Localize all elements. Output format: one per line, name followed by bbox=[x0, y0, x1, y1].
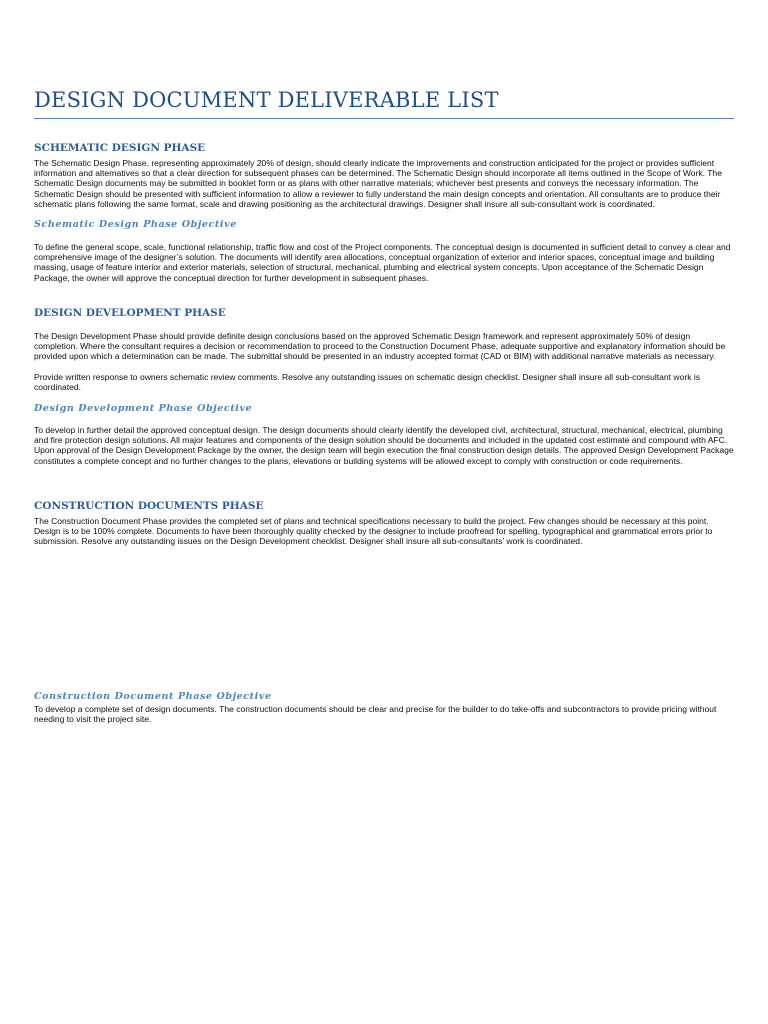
schematic-design-text: The Schematic Design Phase, representing approximately 20% of design, should clearly indicate the improvements and construction anticipated for the project or provides sufficient information and alternatives so that a clear direction for subsequent phases can be determined. The Schematic Design should incorporate all items outlined in the Scope of Work. The Schematic Design documents may be submitted in booklet form or as plans with other narrative materials; whichever best presents and conveys the necessary information. The Schematic Design should be presented with sufficient information to allow a reviewer to fully understand the main design concepts and orientation. All consultants are to produce their schematic plans following the same format, scale and drawing positioning as the architectural drawings. Designer shall insure all sub-consultant work is coordinated. bbox=[34, 158, 722, 209]
construction-documents-text: The Construction Document Phase provides the completed set of plans and technical specifications necessary to build the project. Few changes should be necessary at this point. Design is to be 100% complete. Documents to have been thoroughly quality checked by the designer to include proofread for spelling, typographical and grammatical errors prior to submission. Resolve any outstanding issues on the Design Development checklist. Designer shall insure all sub-consultants’ work is coordinated. bbox=[34, 516, 713, 547]
design-development-objective-text: To develop in further detail the approved conceptual design. The design documents should clearly identify the developed civil, architectural, structural, mechanical, electrical, plumbing and fire protection design solutions. All major features and components of the design solution should be documents and included in the updated cost estimate and compound with AFC. Upon approval of the Design Development Package by the owner, the design team will begin execution the final construction design details. The approved Design Development Package constitutes a complete concept and no further changes to the plans, elevations or building systems will be allowed except to comply with construction or code requirements. bbox=[34, 425, 734, 466]
design-development-objective-heading: Design Development Phase Objective bbox=[34, 403, 253, 414]
document-title: DESIGN DOCUMENT DELIVERABLE LIST bbox=[34, 88, 499, 112]
design-development-heading: DESIGN DEVELOPMENT PHASE bbox=[34, 307, 226, 319]
construction-objective-text: To develop a complete set of design documents. The construction documents should be clear and precise for the builder to do take-offs and subcontractors to provide pricing without needing to visit the project site. bbox=[34, 704, 717, 725]
title-divider bbox=[34, 118, 734, 119]
schematic-objective-heading: Schematic Design Phase Objective bbox=[34, 219, 237, 230]
schematic-design-heading: SCHEMATIC DESIGN PHASE bbox=[34, 142, 206, 154]
design-development-text-2: Provide written response to owners schematic review comments. Resolve any outstanding issues on schematic design checklist. Designer shall insure all sub-consultant work is coordinated. bbox=[34, 372, 701, 393]
design-development-text: The Design Development Phase should provide definite design conclusions based on the approved Schematic Design framework and represent approximately 50% of design completion. Where the consultant requires a decision or recommendation to proceed to the Construction Document Phase, adequate supportive and explanatory information should be provided upon which a determination can be made. The submittal should be presented in an industry accepted format (CAD or BIM) with additional narrative materials as necessary. bbox=[34, 331, 726, 362]
construction-objective-heading: Construction Document Phase Objective bbox=[34, 691, 272, 702]
construction-documents-heading: CONSTRUCTION DOCUMENTS PHASE bbox=[34, 500, 264, 512]
schematic-objective-text: To define the general scope, scale, functional relationship, traffic flow and cost of the Project components. The conceptual design is documented in sufficient detail to convey a clear and comprehensive image of the designer’s solution. The documents will identify area allocations, conceptual organization of exterior and interior spaces, conceptual image and building massing, usage of feature interior and exterior materials, selection of structural, mechanical, plumbing and electrical system concepts. Upon acceptance of the Schematic Design Package, the owner will approve the conceptual direction for further development in subsequent phases. bbox=[34, 242, 731, 283]
